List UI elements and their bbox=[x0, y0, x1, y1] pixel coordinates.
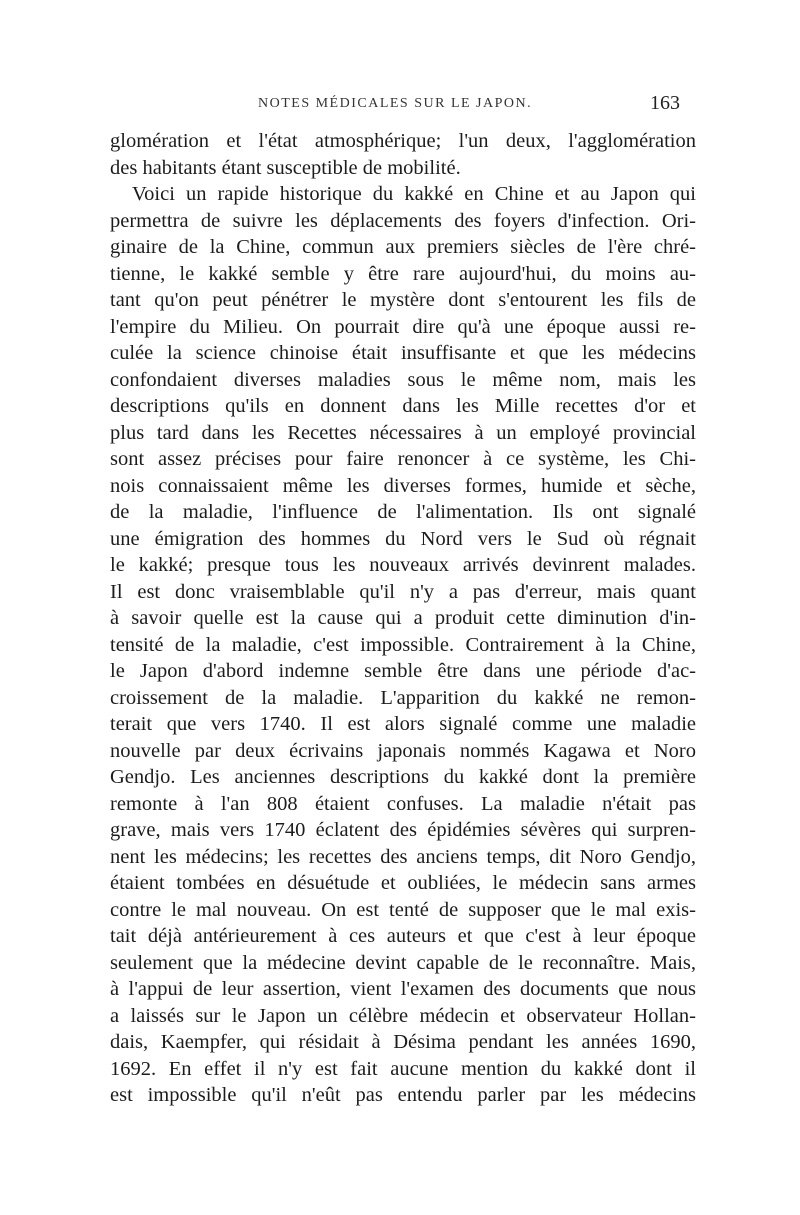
body-text bbox=[110, 128, 696, 1109]
text-line: grave, mais vers 1740 éclatent des épidémies sévères qui surpren- bbox=[110, 819, 696, 841]
text-line: contre le mal nouveau. On est tenté de supposer que le mal exis- bbox=[110, 898, 696, 921]
text-line: dais, Kaempfer, qui résidait à Désima pendant les années 1690, bbox=[110, 1031, 696, 1053]
text-line: Il est donc vraisemblable qu'il n'y a pas d'erreur, mais quant bbox=[110, 580, 696, 603]
text-line: à l'appui de leur assertion, vient l'examen des documents que nous bbox=[110, 978, 696, 1000]
text-line: nois connaissaient même les diverses formes, humide et sèche, bbox=[110, 474, 696, 497]
text-line: plus tard dans les Recettes nécessaires à un employé provincial bbox=[110, 421, 696, 444]
text-line: terait que vers 1740. Il est alors signalé comme une maladie bbox=[110, 713, 696, 735]
text-line: le kakké; presque tous les nouveaux arrivés devinrent malades. bbox=[110, 554, 696, 576]
text-line: remonte à l'an 808 étaient confuses. La maladie n'était pas bbox=[110, 792, 696, 815]
text-line: est impossible qu'il n'eût pas entendu parler par les médecins bbox=[110, 1084, 696, 1106]
text-line: 1692. En effet il n'y est fait aucune mention du kakké dont il bbox=[110, 1057, 696, 1080]
text-line: descriptions qu'ils en donnent dans les Mille recettes d'or et bbox=[110, 395, 696, 417]
text-line: a laissés sur le Japon un célèbre médecin et observateur Hollan- bbox=[110, 1004, 696, 1027]
text-line: de la maladie, l'influence de l'alimentation. Ils ont signalé bbox=[110, 501, 696, 523]
text-line: des habitants étant susceptible de mobilité. bbox=[110, 156, 461, 179]
text-line: étaient tombées en désuétude et oubliées, le médecin sans armes bbox=[110, 872, 696, 894]
text-line: tensité de la maladie, c'est impossible. Contrairement à la Chine, bbox=[110, 633, 696, 656]
page-number: 163 bbox=[650, 92, 680, 114]
text-line: Gendjo. Les anciennes descriptions du kakké dont la première bbox=[110, 766, 696, 788]
text-line: culée la science chinoise était insuffisante et que les médecins bbox=[110, 342, 696, 364]
page-header bbox=[118, 92, 680, 120]
text-line: tant qu'on peut pénétrer le mystère dont s'entourent les fils de bbox=[110, 289, 696, 311]
text-line: ginaire de la Chine, commun aux premiers siècles de l'ère chré- bbox=[110, 236, 696, 258]
text-line: permettra de suivre les déplacements des foyers d'infection. Ori- bbox=[110, 209, 696, 232]
text-line: confondaient diverses maladies sous le même nom, mais les bbox=[110, 368, 696, 391]
text-line: seulement que la médecine devint capable de le reconnaître. Mais, bbox=[110, 951, 696, 974]
text-line: à savoir quelle est la cause qui a produit cette diminution d'in- bbox=[110, 607, 696, 629]
running-title: NOTES MÉDICALES SUR LE JAPON. bbox=[258, 96, 533, 111]
text-line: nouvelle par deux écrivains japonais nommés Kagawa et Noro bbox=[110, 739, 696, 762]
text-line: croissement de la maladie. L'apparition du kakké ne remon- bbox=[110, 686, 696, 709]
text-line: nent les médecins; les recettes des anciens temps, dit Noro Gendjo, bbox=[110, 845, 696, 868]
text-line: le Japon d'abord indemne semble être dans une période d'ac- bbox=[110, 660, 696, 682]
text-line: Voici un rapide historique du kakké en Chine et au Japon qui bbox=[132, 183, 696, 205]
text-line: une émigration des hommes du Nord vers le Sud où régnait bbox=[110, 527, 696, 550]
text-line: glomération et l'état atmosphérique; l'un deux, l'agglomération bbox=[110, 130, 696, 152]
text-line: l'empire du Milieu. On pourrait dire qu'à une époque aussi re- bbox=[110, 315, 696, 338]
text-line: sont assez précises pour faire renoncer à ce système, les Chi- bbox=[110, 448, 696, 470]
text-line: tienne, le kakké semble y être rare aujourd'hui, du moins au- bbox=[110, 262, 696, 285]
text-line: tait déjà antérieurement à ces auteurs et que c'est à leur époque bbox=[110, 925, 696, 947]
